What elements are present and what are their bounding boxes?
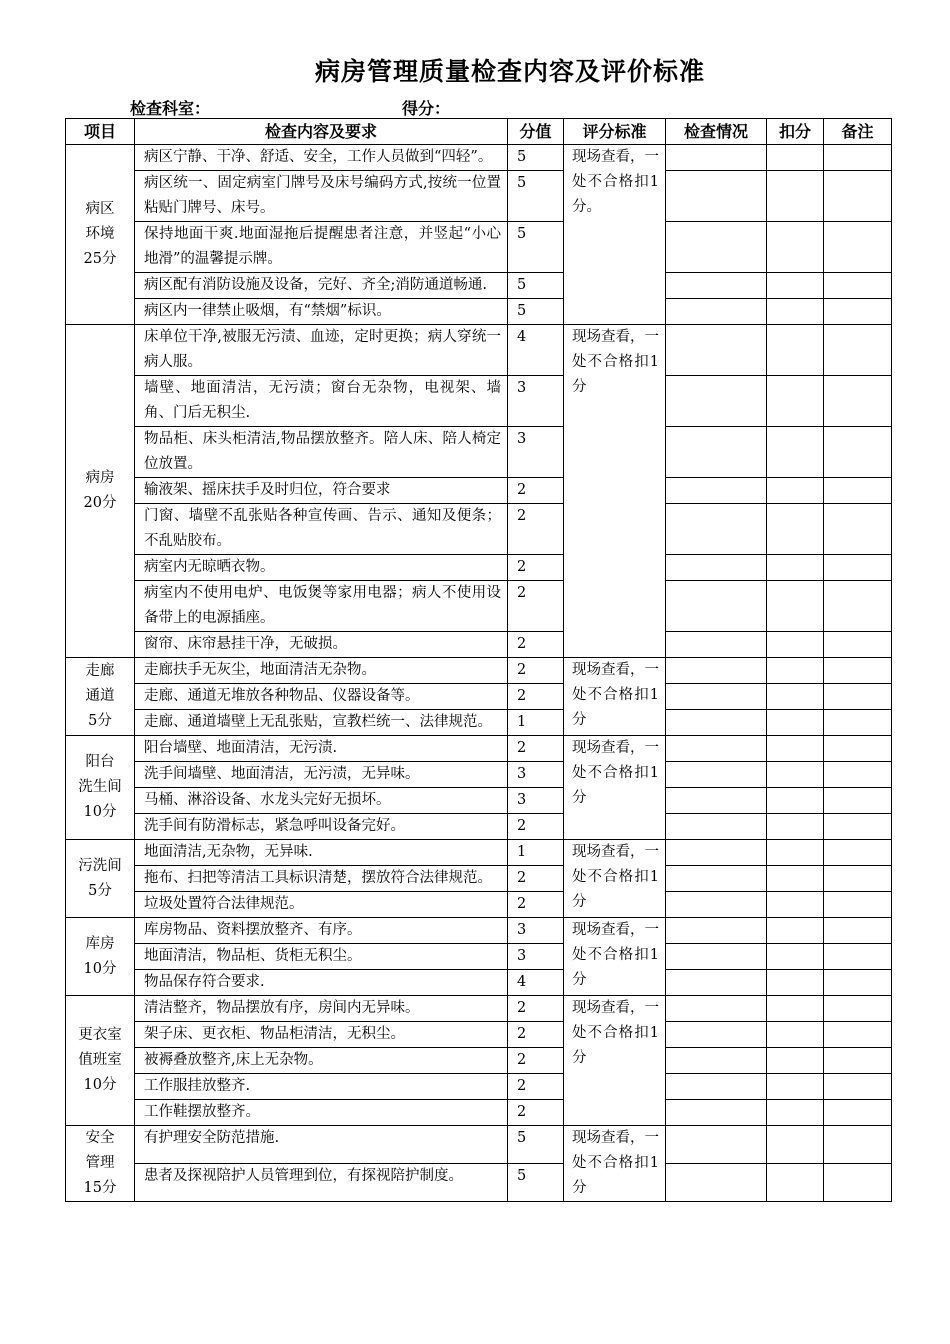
score-cell: 2 bbox=[508, 658, 564, 684]
remarks-cell[interactable] bbox=[824, 684, 892, 710]
category-label: 病房 bbox=[85, 470, 115, 486]
result-cell[interactable] bbox=[666, 171, 767, 222]
category-cell bbox=[66, 325, 135, 658]
table-row bbox=[66, 555, 892, 581]
requirement-cell: 洗手间墙壁、地面清洁，无污渍，无异味。 bbox=[135, 762, 508, 788]
deduction-cell[interactable] bbox=[767, 222, 824, 273]
table-body bbox=[66, 145, 892, 1202]
deduction-cell[interactable] bbox=[767, 1048, 824, 1074]
remarks-cell[interactable] bbox=[824, 1164, 892, 1202]
requirement-cell: 地面清洁,无杂物，无异味. bbox=[135, 840, 508, 866]
category-label: 15分 bbox=[83, 1180, 117, 1196]
table-row bbox=[66, 710, 892, 736]
result-cell[interactable] bbox=[666, 1100, 767, 1126]
result-cell[interactable] bbox=[666, 299, 767, 325]
deduction-cell[interactable] bbox=[767, 658, 824, 684]
score-cell: 2 bbox=[508, 684, 564, 710]
score-cell: 5 bbox=[508, 1164, 564, 1202]
standard-cell: 现场查看，一处不合格扣1分 bbox=[564, 736, 666, 840]
deduction-cell[interactable] bbox=[767, 504, 824, 555]
requirement-cell: 走廊、通道墙壁上无乱张贴，宣教栏统一、法律规范。 bbox=[135, 710, 508, 736]
header-deduction: 扣分 bbox=[767, 119, 824, 145]
table-row bbox=[66, 1100, 892, 1126]
result-cell[interactable] bbox=[666, 222, 767, 273]
category-cell bbox=[66, 918, 135, 996]
deduction-cell[interactable] bbox=[767, 892, 824, 918]
deduction-cell[interactable] bbox=[767, 1100, 824, 1126]
category-cell bbox=[66, 658, 135, 736]
table-row bbox=[66, 273, 892, 299]
remarks-cell[interactable] bbox=[824, 376, 892, 427]
result-cell[interactable] bbox=[666, 1022, 767, 1048]
score-cell: 3 bbox=[508, 376, 564, 427]
standard-cell: 现场查看，一处不合格扣1分。 bbox=[564, 145, 666, 325]
result-cell[interactable] bbox=[666, 1164, 767, 1202]
deduction-cell[interactable] bbox=[767, 299, 824, 325]
requirement-cell: 保持地面干爽.地面湿拖后提醒患者注意，并竖起“小心地滑”的温馨提示牌。 bbox=[135, 222, 508, 273]
deduction-cell[interactable] bbox=[767, 325, 824, 376]
remarks-cell[interactable] bbox=[824, 299, 892, 325]
header-content: 检查内容及要求 bbox=[135, 119, 508, 145]
requirement-cell: 墙壁、地面清洁，无污渍；窗台无杂物，电视架、墙角、门后无积尘. bbox=[135, 376, 508, 427]
table-row bbox=[66, 736, 892, 762]
score-cell: 2 bbox=[508, 1022, 564, 1048]
result-cell[interactable] bbox=[666, 478, 767, 504]
category-label: 阳台 bbox=[85, 754, 115, 770]
score-cell: 2 bbox=[508, 581, 564, 632]
remarks-cell[interactable] bbox=[824, 866, 892, 892]
deduction-cell[interactable] bbox=[767, 970, 824, 996]
score-cell: 1 bbox=[508, 840, 564, 866]
deduction-cell[interactable] bbox=[767, 581, 824, 632]
header-result: 检查情况 bbox=[666, 119, 767, 145]
score-cell: 2 bbox=[508, 996, 564, 1022]
requirement-cell: 门窗、墙壁不乱张贴各种宣传画、告示、通知及便条；不乱贴胶布。 bbox=[135, 504, 508, 555]
requirement-cell: 马桶、淋浴设备、水龙头完好无损坏。 bbox=[135, 788, 508, 814]
remarks-cell[interactable] bbox=[824, 325, 892, 376]
score-cell: 2 bbox=[508, 504, 564, 555]
category-label: 10分 bbox=[83, 1077, 117, 1093]
deduction-cell[interactable] bbox=[767, 762, 824, 788]
requirement-cell: 库房物品、资料摆放整齐、有序。 bbox=[135, 918, 508, 944]
score-cell: 3 bbox=[508, 918, 564, 944]
result-cell[interactable] bbox=[666, 376, 767, 427]
result-cell[interactable] bbox=[666, 581, 767, 632]
category-label: 环境 bbox=[85, 226, 115, 242]
deduction-cell[interactable] bbox=[767, 944, 824, 970]
remarks-cell[interactable] bbox=[824, 427, 892, 478]
requirement-cell: 输液架、摇床扶手及时归位，符合要求 bbox=[135, 478, 508, 504]
remarks-cell[interactable] bbox=[824, 1048, 892, 1074]
table-row bbox=[66, 762, 892, 788]
header-standard: 评分标准 bbox=[564, 119, 666, 145]
table-row bbox=[66, 581, 892, 632]
remarks-cell[interactable] bbox=[824, 222, 892, 273]
requirement-cell: 病室内无晾晒衣物。 bbox=[135, 555, 508, 581]
table-row bbox=[66, 222, 892, 273]
requirement-cell: 床单位干净,被服无污渍、血迹，定时更换；病人穿统一病人服。 bbox=[135, 325, 508, 376]
result-cell[interactable] bbox=[666, 788, 767, 814]
requirement-cell: 病室内不使用电炉、电饭煲等家用电器；病人不使用设备带上的电源插座。 bbox=[135, 581, 508, 632]
deduction-cell[interactable] bbox=[767, 376, 824, 427]
result-cell[interactable] bbox=[666, 632, 767, 658]
category-cell bbox=[66, 145, 135, 325]
score-cell: 2 bbox=[508, 814, 564, 840]
table-row bbox=[66, 788, 892, 814]
table-row bbox=[66, 478, 892, 504]
result-cell[interactable] bbox=[666, 555, 767, 581]
category-cell bbox=[66, 1126, 135, 1202]
category-label: 5分 bbox=[88, 882, 112, 899]
table-row bbox=[66, 918, 892, 944]
deduction-cell[interactable] bbox=[767, 866, 824, 892]
remarks-cell[interactable] bbox=[824, 171, 892, 222]
department-label: 检查科室： bbox=[130, 99, 211, 118]
score-cell: 2 bbox=[508, 1100, 564, 1126]
score-cell: 5 bbox=[508, 145, 564, 171]
category-label: 值班室 bbox=[78, 1052, 122, 1068]
standard-cell: 现场查看，一处不合格扣1分 bbox=[564, 658, 666, 736]
deduction-cell[interactable] bbox=[767, 1164, 824, 1202]
score-cell: 2 bbox=[508, 866, 564, 892]
result-cell[interactable] bbox=[666, 684, 767, 710]
deduction-cell[interactable] bbox=[767, 684, 824, 710]
table-row bbox=[66, 684, 892, 710]
remarks-cell[interactable] bbox=[824, 788, 892, 814]
category-label: 污洗间 bbox=[78, 857, 122, 874]
result-cell[interactable] bbox=[666, 145, 767, 171]
deduction-cell[interactable] bbox=[767, 273, 824, 299]
deduction-cell[interactable] bbox=[767, 427, 824, 478]
requirement-cell: 工作鞋摆放整齐。 bbox=[135, 1100, 508, 1126]
remarks-cell[interactable] bbox=[824, 632, 892, 658]
remarks-cell[interactable] bbox=[824, 944, 892, 970]
table-row bbox=[66, 1022, 892, 1048]
requirement-cell: 物品柜、床头柜清洁,物品摆放整齐。陪人床、陪人椅定位放置。 bbox=[135, 427, 508, 478]
result-cell[interactable] bbox=[666, 970, 767, 996]
result-cell[interactable] bbox=[666, 996, 767, 1022]
deduction-cell[interactable] bbox=[767, 171, 824, 222]
score-cell: 5 bbox=[508, 171, 564, 222]
requirement-cell: 有护理安全防范措施. bbox=[135, 1126, 508, 1164]
deduction-cell[interactable] bbox=[767, 1074, 824, 1100]
requirement-cell: 地面清洁，物品柜、货柜无积尘。 bbox=[135, 944, 508, 970]
category-label: 病区 bbox=[85, 201, 115, 217]
table-row bbox=[66, 325, 892, 376]
result-cell[interactable] bbox=[666, 273, 767, 299]
category-label: 10分 bbox=[83, 804, 117, 820]
remarks-cell[interactable] bbox=[824, 658, 892, 684]
result-cell[interactable] bbox=[666, 762, 767, 788]
remarks-cell[interactable] bbox=[824, 1074, 892, 1100]
standard-cell: 现场查看，一处不合格扣1分 bbox=[564, 840, 666, 918]
score-cell: 2 bbox=[508, 632, 564, 658]
table-row bbox=[66, 1048, 892, 1074]
result-cell[interactable] bbox=[666, 918, 767, 944]
remarks-cell[interactable] bbox=[824, 996, 892, 1022]
score-cell: 3 bbox=[508, 944, 564, 970]
requirement-cell: 病区宁静、干净、舒适、安全，工作人员做到“四轻”。 bbox=[135, 145, 508, 171]
remarks-cell[interactable] bbox=[824, 273, 892, 299]
page-title: 病房管理质量检查内容及评价标准 bbox=[314, 57, 705, 86]
score-cell: 2 bbox=[508, 1074, 564, 1100]
standard-cell: 现场查看，一处不合格扣1分 bbox=[564, 918, 666, 996]
score-cell: 3 bbox=[508, 762, 564, 788]
category-label: 更衣室 bbox=[78, 1027, 122, 1043]
category-cell bbox=[66, 996, 135, 1126]
table-row bbox=[66, 814, 892, 840]
remarks-cell[interactable] bbox=[824, 710, 892, 736]
remarks-cell[interactable] bbox=[824, 736, 892, 762]
requirement-cell: 病区统一、固定病室门牌号及床号编码方式,按统一位置粘贴门牌号、床号。 bbox=[135, 171, 508, 222]
deduction-cell[interactable] bbox=[767, 840, 824, 866]
table-row bbox=[66, 1164, 892, 1202]
requirement-cell: 清洁整齐，物品摆放有序，房间内无异味。 bbox=[135, 996, 508, 1022]
category-cell bbox=[66, 736, 135, 840]
table-row bbox=[66, 427, 892, 478]
table-row bbox=[66, 996, 892, 1022]
table-row bbox=[66, 376, 892, 427]
requirement-cell: 走廊扶手无灰尘，地面清洁无杂物。 bbox=[135, 658, 508, 684]
header-item: 项目 bbox=[66, 119, 135, 145]
requirement-cell: 被褥叠放整齐,床上无杂物。 bbox=[135, 1048, 508, 1074]
remarks-cell[interactable] bbox=[824, 581, 892, 632]
result-cell[interactable] bbox=[666, 658, 767, 684]
deduction-cell[interactable] bbox=[767, 710, 824, 736]
table-row bbox=[66, 1074, 892, 1100]
deduction-cell[interactable] bbox=[767, 632, 824, 658]
requirement-cell: 垃圾处置符合法律规范。 bbox=[135, 892, 508, 918]
deduction-cell[interactable] bbox=[767, 145, 824, 171]
remarks-cell[interactable] bbox=[824, 555, 892, 581]
deduction-cell[interactable] bbox=[767, 555, 824, 581]
remarks-cell[interactable] bbox=[824, 918, 892, 944]
table-row bbox=[66, 145, 892, 171]
requirement-cell: 病区内一律禁止吸烟，有“禁烟”标识。 bbox=[135, 299, 508, 325]
category-label: 10分 bbox=[83, 960, 117, 977]
deduction-cell[interactable] bbox=[767, 1022, 824, 1048]
score-cell: 2 bbox=[508, 478, 564, 504]
table-row bbox=[66, 1126, 892, 1164]
result-cell[interactable] bbox=[666, 427, 767, 478]
standard-cell: 现场查看，一处不合格扣1分 bbox=[564, 996, 666, 1126]
result-cell[interactable] bbox=[666, 944, 767, 970]
requirement-cell: 拖布、扫把等清洁工具标识清楚，摆放符合法律规范。 bbox=[135, 866, 508, 892]
result-cell[interactable] bbox=[666, 325, 767, 376]
table-row bbox=[66, 944, 892, 970]
requirement-cell: 阳台墙壁、地面清洁，无污渍. bbox=[135, 736, 508, 762]
score-cell: 3 bbox=[508, 788, 564, 814]
category-label: 库房 bbox=[85, 935, 115, 952]
score-cell: 2 bbox=[508, 892, 564, 918]
table-row bbox=[66, 866, 892, 892]
remarks-cell[interactable] bbox=[824, 145, 892, 171]
category-cell bbox=[66, 840, 135, 918]
result-cell[interactable] bbox=[666, 1126, 767, 1164]
remarks-cell[interactable] bbox=[824, 1100, 892, 1126]
remarks-cell[interactable] bbox=[824, 762, 892, 788]
result-cell[interactable] bbox=[666, 892, 767, 918]
deduction-cell[interactable] bbox=[767, 736, 824, 762]
requirement-cell: 病区配有消防设施及设备，完好、齐全;消防通道畅通. bbox=[135, 273, 508, 299]
result-cell[interactable] bbox=[666, 814, 767, 840]
result-cell[interactable] bbox=[666, 736, 767, 762]
table-row bbox=[66, 632, 892, 658]
result-cell[interactable] bbox=[666, 504, 767, 555]
category-label: 管理 bbox=[85, 1155, 115, 1171]
deduction-cell[interactable] bbox=[767, 1126, 824, 1164]
result-cell[interactable] bbox=[666, 710, 767, 736]
score-label: 得分： bbox=[402, 99, 451, 118]
table-row bbox=[66, 504, 892, 555]
requirement-cell: 窗帘、床帘悬挂干净，无破损。 bbox=[135, 632, 508, 658]
requirement-cell: 患者及探视陪护人员管理到位，有探视陪护制度。 bbox=[135, 1164, 508, 1202]
result-cell[interactable] bbox=[666, 1074, 767, 1100]
remarks-cell[interactable] bbox=[824, 814, 892, 840]
table-row bbox=[66, 840, 892, 866]
category-label: 走廊 bbox=[85, 663, 115, 679]
table-row bbox=[66, 299, 892, 325]
remarks-cell[interactable] bbox=[824, 504, 892, 555]
deduction-cell[interactable] bbox=[767, 788, 824, 814]
header-row bbox=[66, 119, 892, 145]
score-cell: 5 bbox=[508, 1126, 564, 1164]
header-remarks: 备注 bbox=[824, 119, 892, 145]
table-row bbox=[66, 892, 892, 918]
score-cell: 3 bbox=[508, 427, 564, 478]
category-label: 25分 bbox=[83, 251, 117, 267]
inspection-table bbox=[65, 118, 892, 1202]
category-label: 洗生间 bbox=[78, 779, 122, 795]
header-score: 分值 bbox=[508, 119, 564, 145]
result-cell[interactable] bbox=[666, 840, 767, 866]
score-cell: 2 bbox=[508, 1048, 564, 1074]
requirement-cell: 走廊、通道无堆放各种物品、仪器设备等。 bbox=[135, 684, 508, 710]
remarks-cell[interactable] bbox=[824, 478, 892, 504]
score-cell: 5 bbox=[508, 222, 564, 273]
requirement-cell: 物品保存符合要求. bbox=[135, 970, 508, 996]
deduction-cell[interactable] bbox=[767, 918, 824, 944]
result-cell[interactable] bbox=[666, 866, 767, 892]
result-cell[interactable] bbox=[666, 1048, 767, 1074]
table-row bbox=[66, 658, 892, 684]
requirement-cell: 工作服挂放整齐. bbox=[135, 1074, 508, 1100]
remarks-cell[interactable] bbox=[824, 970, 892, 996]
category-label: 5分 bbox=[88, 713, 112, 729]
requirement-cell: 架子床、更衣柜、物品柜清洁，无积尘。 bbox=[135, 1022, 508, 1048]
category-label: 通道 bbox=[85, 688, 115, 704]
category-label: 安全 bbox=[85, 1130, 115, 1146]
deduction-cell[interactable] bbox=[767, 996, 824, 1022]
score-cell: 5 bbox=[508, 299, 564, 325]
table-row bbox=[66, 970, 892, 996]
remarks-cell[interactable] bbox=[824, 840, 892, 866]
standard-cell: 现场查看，一处不合格扣1分 bbox=[564, 1126, 666, 1202]
remarks-cell[interactable] bbox=[824, 892, 892, 918]
remarks-cell[interactable] bbox=[824, 1126, 892, 1164]
remarks-cell[interactable] bbox=[824, 1022, 892, 1048]
table-row bbox=[66, 171, 892, 222]
score-cell: 1 bbox=[508, 710, 564, 736]
score-cell: 2 bbox=[508, 555, 564, 581]
deduction-cell[interactable] bbox=[767, 478, 824, 504]
standard-cell: 现场查看，一处不合格扣1分 bbox=[564, 325, 666, 658]
deduction-cell[interactable] bbox=[767, 814, 824, 840]
score-cell: 5 bbox=[508, 273, 564, 299]
requirement-cell: 洗手间有防滑标志，紧急呼叫设备完好。 bbox=[135, 814, 508, 840]
score-cell: 2 bbox=[508, 736, 564, 762]
score-cell: 4 bbox=[508, 970, 564, 996]
category-label: 20分 bbox=[83, 495, 117, 511]
score-cell: 4 bbox=[508, 325, 564, 376]
